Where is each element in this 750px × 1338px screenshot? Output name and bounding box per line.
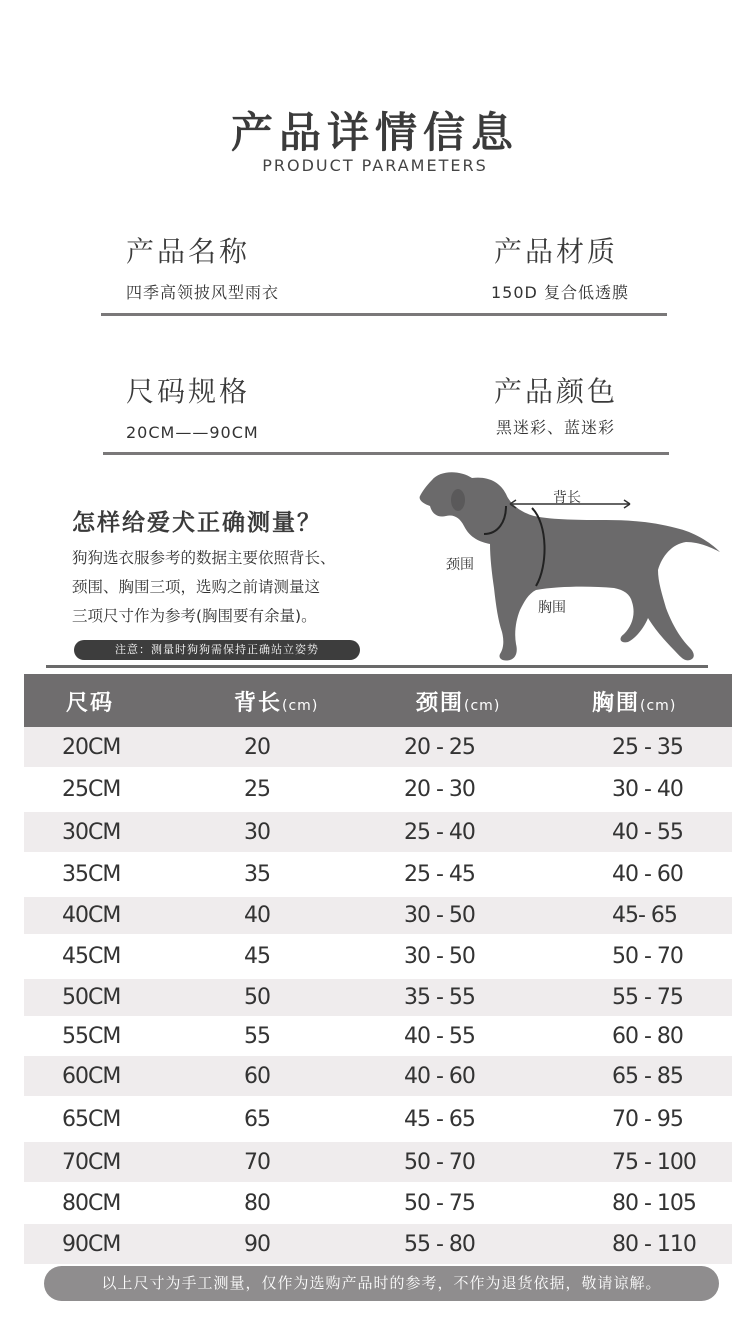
- table-row: [24, 1182, 732, 1224]
- column-header-neck: 颈围(cm): [416, 691, 501, 716]
- size-spec-label: 尺码规格: [126, 375, 251, 408]
- chest-cell: 70 - 95: [612, 1106, 683, 1132]
- back-length-cell: 70: [244, 1149, 270, 1175]
- table-body: [24, 727, 732, 1264]
- chest-cell: 75 - 100: [612, 1149, 696, 1175]
- table-row: [24, 897, 732, 934]
- table-row: [24, 934, 732, 979]
- chest-cell: 50 - 70: [612, 944, 683, 969]
- back-length-cell: 90: [244, 1231, 270, 1257]
- back-length-cell: 30: [244, 819, 270, 845]
- neck-label: 颈围: [446, 557, 474, 573]
- neck-cell: 25 - 40: [404, 819, 475, 845]
- column-header-back: 背长(cm): [234, 691, 319, 716]
- table-row: [24, 1142, 732, 1182]
- size-cell: 50CM: [62, 985, 121, 1010]
- back-length-cell: 55: [244, 1023, 270, 1049]
- product-name-value: 四季高领披风型雨衣: [126, 283, 280, 302]
- neck-cell: 35 - 55: [404, 985, 475, 1010]
- size-cell: 65CM: [62, 1106, 121, 1132]
- size-spec-value: 20CM——90CM: [126, 423, 259, 442]
- neck-cell: 50 - 75: [404, 1190, 475, 1216]
- table-row: [24, 812, 732, 852]
- table-row: [24, 767, 732, 812]
- back-length-cell: 50: [244, 985, 270, 1010]
- howto-body: [72, 544, 392, 631]
- neck-cell: 30 - 50: [404, 903, 475, 928]
- size-cell: 40CM: [62, 903, 121, 928]
- neck-cell: 20 - 30: [404, 777, 475, 802]
- size-cell: 20CM: [62, 734, 121, 760]
- chest-cell: 30 - 40: [612, 777, 683, 802]
- howto-title: 怎样给爱犬正确测量？: [72, 510, 322, 536]
- neck-cell: 20 - 25: [404, 734, 475, 760]
- chest-cell: 60 - 80: [612, 1023, 683, 1049]
- size-table: [24, 674, 732, 1264]
- chest-cell: 80 - 110: [612, 1231, 696, 1257]
- neck-cell: 30 - 50: [404, 944, 475, 969]
- neck-cell: 40 - 60: [404, 1063, 475, 1089]
- size-cell: 35CM: [62, 862, 121, 887]
- neck-cell: 45 - 65: [404, 1106, 475, 1132]
- size-cell: 60CM: [62, 1063, 121, 1089]
- back-length-cell: 60: [244, 1063, 270, 1089]
- measure-note-badge: 注意：测量时狗狗需保持正确站立姿势: [74, 640, 360, 660]
- divider: [103, 452, 669, 455]
- disclaimer-banner: 以上尺寸为手工测量，仅作为选购产品时的参考，不作为退货依据，敬请谅解。: [44, 1266, 719, 1301]
- table-row: [24, 1056, 732, 1096]
- column-header-size: 尺码: [66, 691, 115, 716]
- neck-cell: 50 - 70: [404, 1149, 475, 1175]
- back-length-cell: 65: [244, 1106, 270, 1132]
- neck-cell: 40 - 55: [404, 1023, 475, 1049]
- chest-cell: 40 - 55: [612, 819, 683, 845]
- chest-label: 胸围: [538, 600, 566, 616]
- divider: [101, 313, 667, 316]
- chest-cell: 45- 65: [612, 903, 677, 928]
- neck-cell: 25 - 45: [404, 862, 475, 887]
- size-cell: 30CM: [62, 819, 121, 845]
- size-cell: 90CM: [62, 1231, 121, 1257]
- table-row: [24, 1224, 732, 1264]
- chest-cell: 65 - 85: [612, 1063, 683, 1089]
- product-material-label: 产品材质: [494, 235, 619, 268]
- table-row: [24, 1016, 732, 1056]
- back-length-cell: 25: [244, 777, 270, 802]
- size-cell: 80CM: [62, 1190, 121, 1216]
- chest-cell: 80 - 105: [612, 1190, 696, 1216]
- size-cell: 25CM: [62, 777, 121, 802]
- howto-line: 颈围、胸围三项，选购之前请测量这: [72, 578, 321, 596]
- product-name-label: 产品名称: [126, 235, 251, 268]
- back-length-cell: 20: [244, 734, 270, 760]
- page-subtitle: PRODUCT PARAMETERS: [262, 156, 488, 175]
- table-row: [24, 979, 732, 1016]
- back-length-cell: 45: [244, 944, 270, 969]
- table-row: [24, 852, 732, 897]
- neck-cell: 55 - 80: [404, 1231, 475, 1257]
- table-row: [24, 1096, 732, 1142]
- table-header: [24, 674, 732, 727]
- column-header-chest: 胸围(cm): [592, 691, 677, 716]
- chest-cell: 40 - 60: [612, 862, 683, 887]
- size-cell: 70CM: [62, 1149, 121, 1175]
- chest-cell: 55 - 75: [612, 985, 683, 1010]
- product-material-value: 150D 复合低透膜: [491, 283, 629, 302]
- howto-line: 三项尺寸作为参考(胸围要有余量)。: [72, 607, 317, 625]
- back-length-label: 背长: [553, 490, 581, 506]
- product-color-value: 黑迷彩、蓝迷彩: [496, 418, 616, 437]
- back-length-cell: 35: [244, 862, 270, 887]
- page-title: 产品详情信息: [230, 108, 519, 157]
- size-cell: 55CM: [62, 1023, 121, 1049]
- howto-line: 狗狗选衣服参考的数据主要依照背长、: [72, 549, 336, 567]
- chest-cell: 25 - 35: [612, 734, 683, 760]
- back-length-cell: 80: [244, 1190, 270, 1216]
- back-length-cell: 40: [244, 903, 270, 928]
- product-color-label: 产品颜色: [494, 375, 619, 408]
- table-row: [24, 727, 732, 767]
- floor-line: [46, 665, 708, 668]
- size-cell: 45CM: [62, 944, 121, 969]
